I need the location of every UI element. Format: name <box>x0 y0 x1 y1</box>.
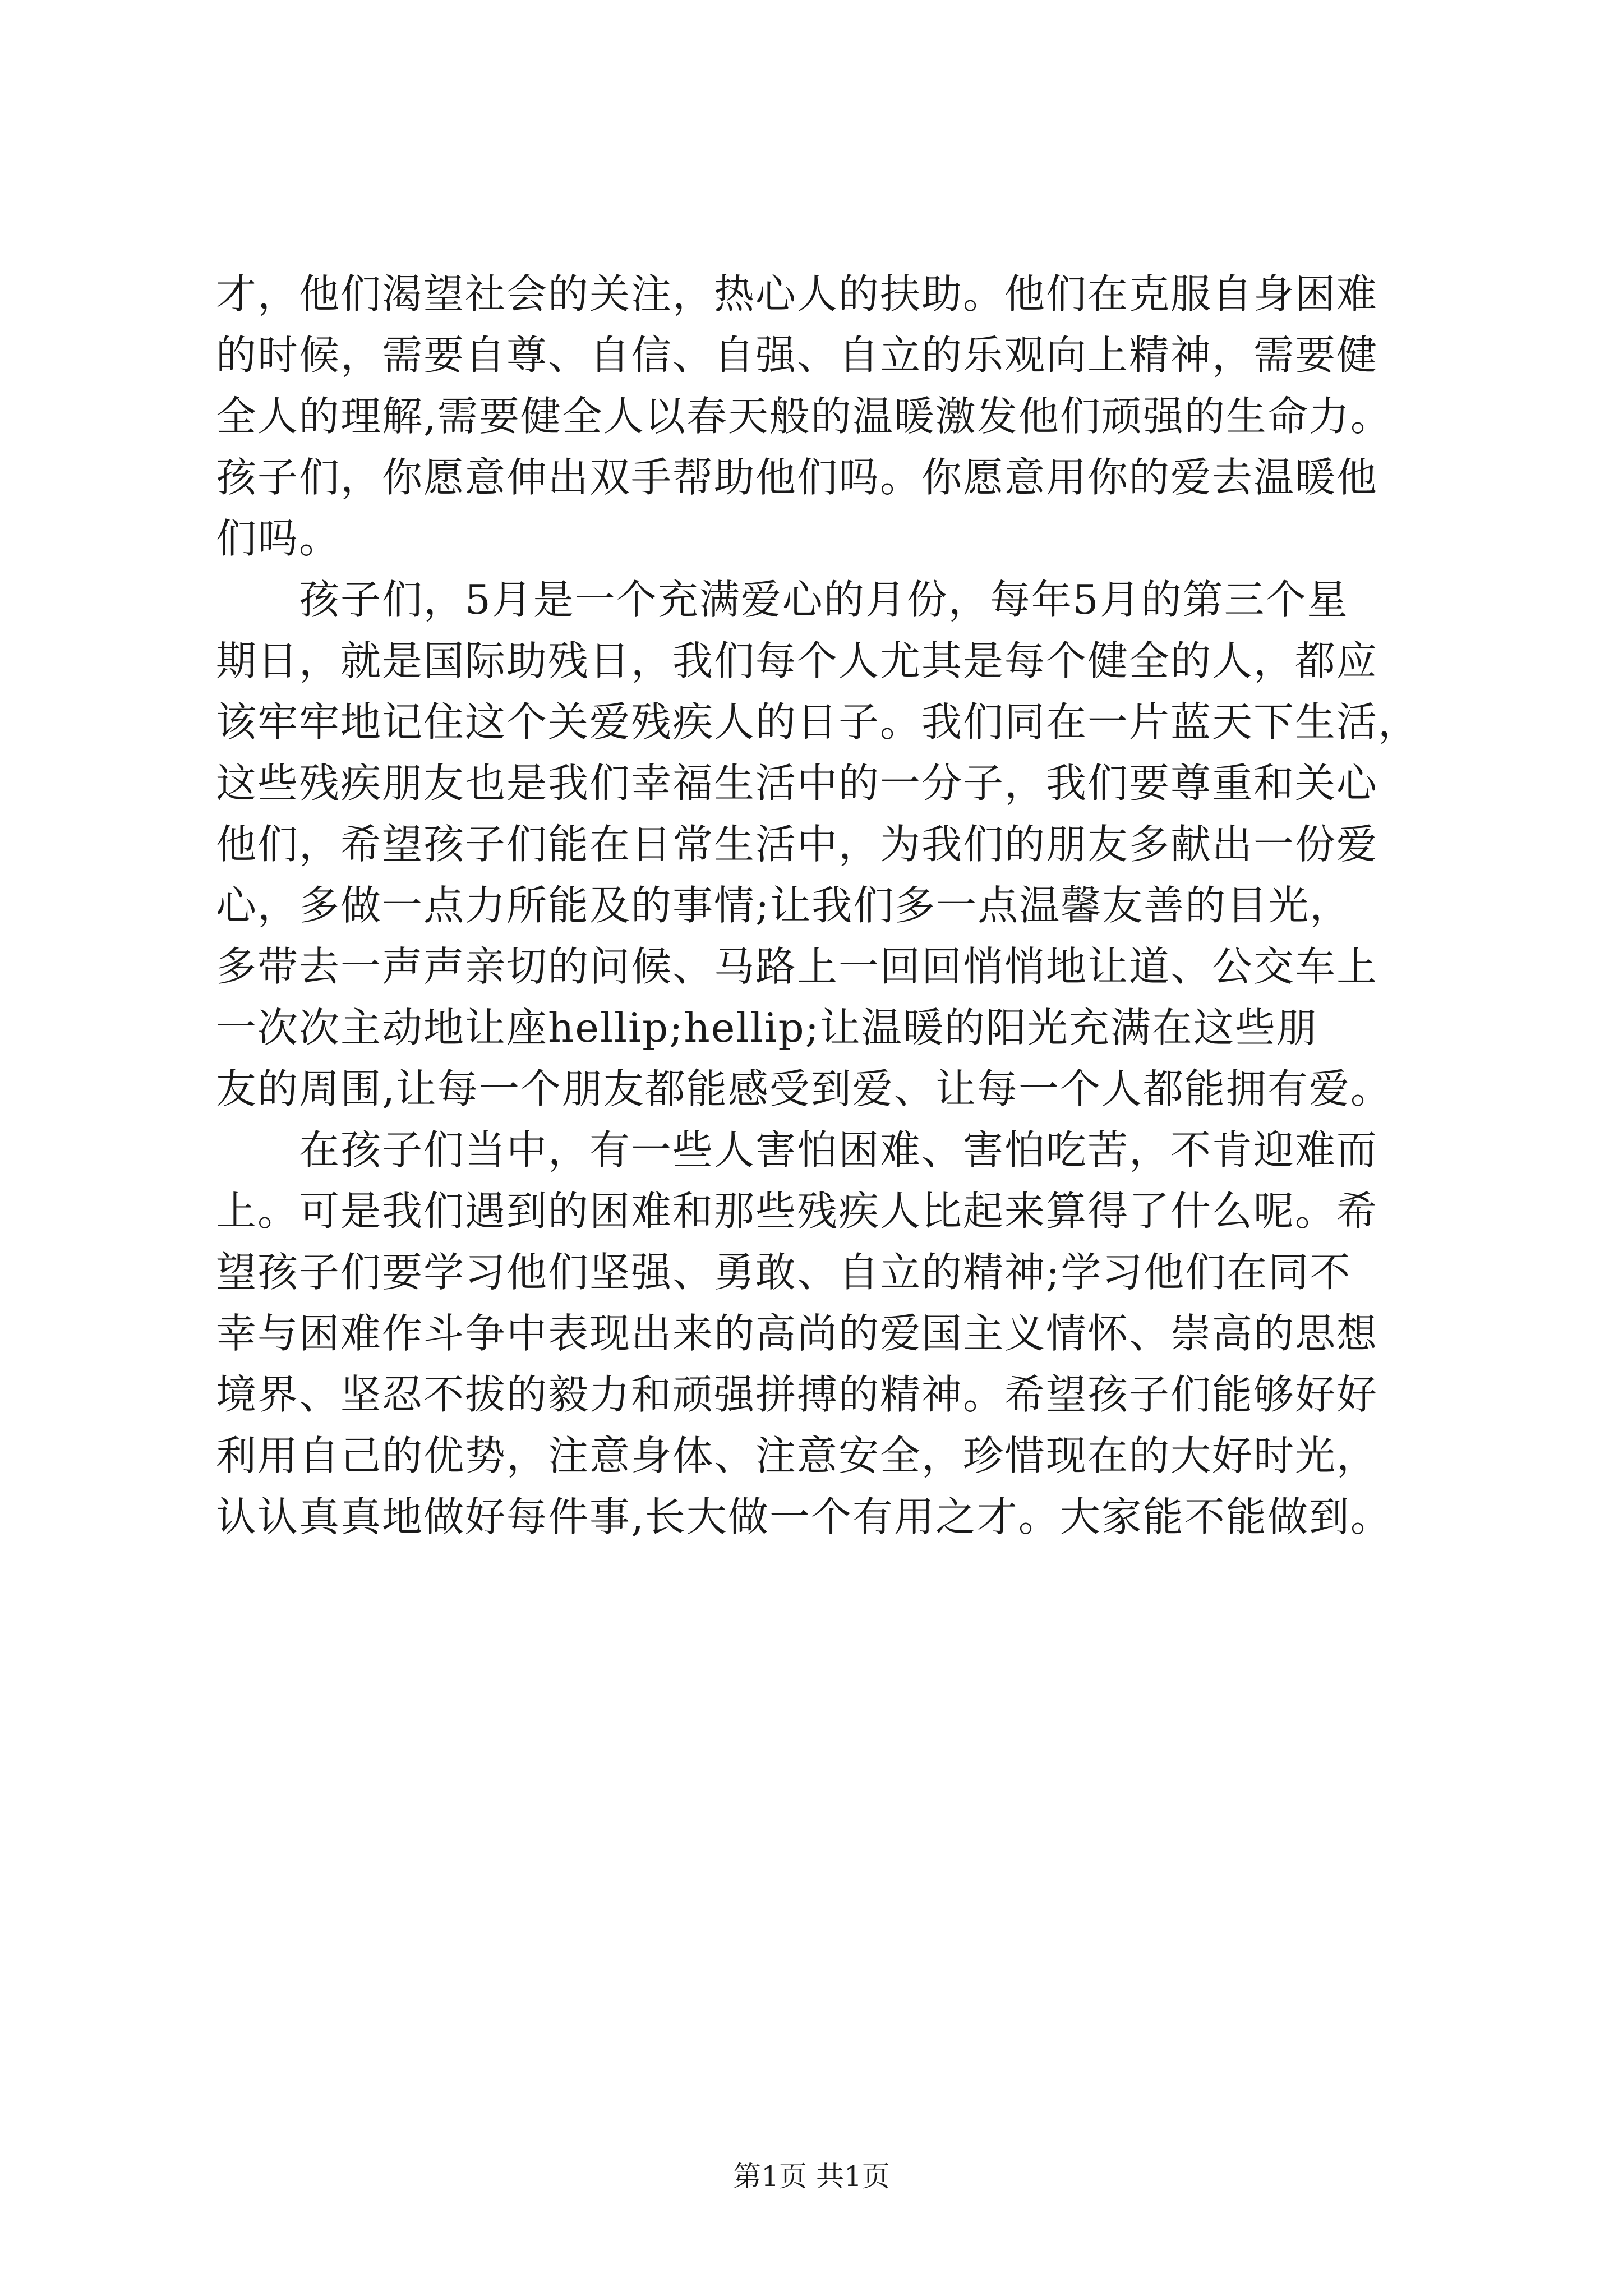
text-line: 一次次主动地让座hellip;hellip;让温暖的阳光充满在这些朋 <box>216 1004 1318 1051</box>
text-line: 心，多做一点力所能及的事情;让我们多一点温馨友善的目光， <box>216 882 1352 929</box>
text-line: 幸与困难作斗争中表现出来的高尚的爱国主义情怀、崇高的思想 <box>216 1310 1378 1357</box>
text-line: 多带去一声声亲切的问候、马路上一回回悄悄地让道、公交车上 <box>216 943 1378 990</box>
text-line: 认认真真地做好每件事,长大做一个有用之才。大家能不能做到。 <box>216 1493 1392 1540</box>
text-line: 才，他们渴望社会的关注，热心人的扶助。他们在克服自身困难 <box>216 270 1378 318</box>
text-line: 们吗。 <box>216 515 341 562</box>
text-line: 期日，就是国际助残日，我们每个人尤其是每个健全的人，都应 <box>216 637 1378 684</box>
text-line: 上。可是我们遇到的困难和那些残疾人比起来算得了什么呢。希 <box>216 1188 1378 1235</box>
text-line: 的时候，需要自尊、自信、自强、自立的乐观向上精神，需要健 <box>216 332 1378 379</box>
text-line: 利用自己的优势，注意身体、注意安全，珍惜现在的大好时光， <box>216 1432 1378 1479</box>
text-line: 孩子们，你愿意伸出双手帮助他们吗。你愿意用你的爱去温暖他 <box>216 454 1378 501</box>
text-line: 这些残疾朋友也是我们幸福生活中的一分子，我们要尊重和关心 <box>216 760 1378 807</box>
text-line: 孩子们，5月是一个充满爱心的月份，每年5月的第三个星 <box>216 576 1349 623</box>
text-line: 在孩子们当中，有一些人害怕困难、害怕吃苦，不肯迎难而 <box>216 1126 1378 1174</box>
text-line: 该牢牢地记住这个关爱残疾人的日子。我们同在一片蓝天下生活， <box>216 698 1420 746</box>
body-text <box>216 264 1422 1548</box>
text-line: 境界、坚忍不拔的毅力和顽强拼搏的精神。希望孩子们能够好好 <box>216 1371 1378 1418</box>
text-line: 望孩子们要学习他们坚强、勇敢、自立的精神;学习他们在同不 <box>216 1249 1352 1296</box>
page-footer: 第1页 共1页 <box>733 2160 890 2193</box>
text-line: 友的周围,让每一个朋友都能感受到爱、让每一个人都能拥有爱。 <box>216 1065 1392 1112</box>
text-line: 全人的理解,需要健全人以春天般的温暖激发他们顽强的生命力。 <box>216 393 1392 440</box>
text-line: 他们，希望孩子们能在日常生活中，为我们的朋友多献出一份爱 <box>216 821 1378 868</box>
